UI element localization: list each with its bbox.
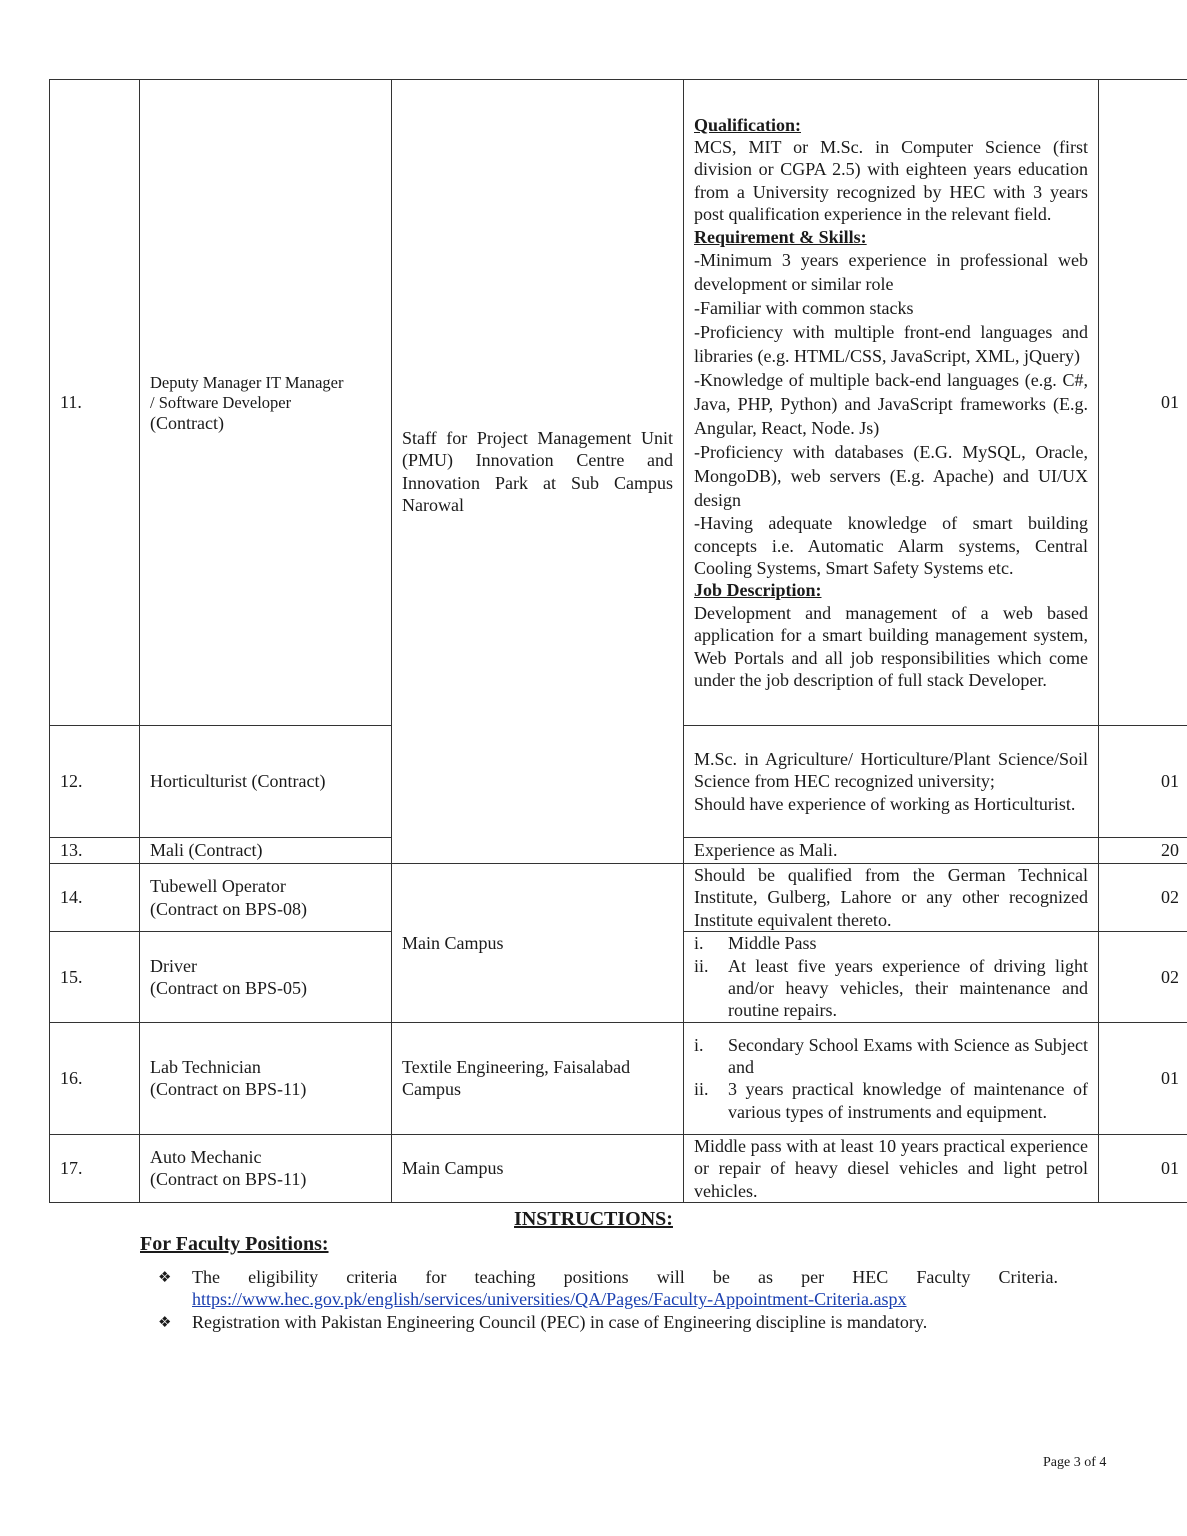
instructions-heading: INSTRUCTIONS: xyxy=(514,1208,673,1230)
list-item: ❖ Registration with Pakistan Engineering Council (PEC) in case of Engineering discipline is mandatory. xyxy=(158,1311,928,1332)
qualification-cell: Middle pass with at least 10 years practical experience or repair of heavy diesel vehicles and light petrol vehicles. xyxy=(684,1134,1099,1202)
list-item: ii. 3 years practical knowledge of maintenance of various types of instruments and equipment. xyxy=(694,1079,1088,1122)
hec-criteria-link[interactable]: https://www.hec.gov.pk/english/services/universities/QA/Pages/Faculty-Appointment-Criteria.aspx xyxy=(192,1289,907,1310)
requirements-heading: Requirement & Skills: xyxy=(694,226,867,247)
list-item: i. Secondary School Exams with Science as Subject and xyxy=(694,1034,1088,1077)
serial-number: 11. xyxy=(50,80,140,726)
post-title: Tubewell Operator (Contract on BPS-08) xyxy=(140,864,392,932)
table-row xyxy=(50,1022,1187,1134)
serial-number: 17. xyxy=(50,1134,140,1202)
number-of-posts: 02 xyxy=(1099,932,1187,1023)
list-item: ❖ The eligibility criteria for teaching positions will be as per HEC Faculty Criteria. https://www.hec.gov.pk/english/services/universities/QA/Pages/Faculty-Appointment-Criteria.aspx xyxy=(158,1267,1058,1310)
post-title: Mali (Contract) xyxy=(140,838,392,864)
serial-number: 15. xyxy=(50,932,140,1023)
table-row xyxy=(50,80,1187,726)
qualification-cell: Should be qualified from the German Technical Institute, Gulberg, Lahore or any other recognized Institute equivalent thereto. xyxy=(684,864,1099,932)
instructions-list xyxy=(158,1266,1058,1333)
qualification-cell: Experience as Mali. xyxy=(684,838,1099,864)
serial-number: 14. xyxy=(50,864,140,932)
serial-number: 16. xyxy=(50,1022,140,1134)
list-item: i. Middle Pass xyxy=(694,933,817,954)
number-of-posts: 01 xyxy=(1099,1134,1187,1202)
qualification-cell: M.Sc. in Agriculture/ Horticulture/Plant Science/Soil Science from HEC recognized university; Should have experience of working as Horticulturist. xyxy=(684,726,1099,838)
jobs-table xyxy=(49,79,1187,1203)
department-cell: Textile Engineering, Faisalabad Campus xyxy=(392,1022,684,1134)
skill-item: -Familiar with common stacks xyxy=(694,298,914,319)
number-of-posts: 02 xyxy=(1099,864,1187,932)
table-row xyxy=(50,1134,1187,1202)
table-row xyxy=(50,864,1187,932)
qualification-cell xyxy=(684,80,1099,726)
job-description-text: Development and management of a web based application for a smart building management system, Web Portals and all job responsibilities which come under the job description of full stack Developer. xyxy=(694,602,1088,690)
faculty-positions-heading: For Faculty Positions: xyxy=(140,1233,329,1255)
skill-item: -Proficiency with multiple front-end languages and libraries (e.g. HTML/CSS, JavaScript, XML, jQuery) xyxy=(694,322,1088,367)
skill-item: -Having adequate knowledge of smart building concepts i.e. Automatic Alarm systems, Central Cooling Systems, Smart Safety Systems etc. xyxy=(694,513,1088,578)
four-diamond-bullet-icon: ❖ xyxy=(158,1268,172,1286)
four-diamond-bullet-icon: ❖ xyxy=(158,1312,172,1331)
qualification-cell xyxy=(684,1022,1099,1134)
department-cell: Staff for Project Management Unit (PMU) Innovation Centre and Innovation Park at Sub Campus Narowal xyxy=(392,80,684,864)
post-title: Horticulturist (Contract) xyxy=(140,726,392,838)
post-title: Deputy Manager IT Manager / Software Developer (Contract) xyxy=(140,80,392,726)
qualification-text: MCS, MIT or M.Sc. in Computer Science (first division or CGPA 2.5) with eighteen years education from a University recognized by HEC with 3 years post qualification experience in the relevant field. xyxy=(694,137,1088,225)
number-of-posts: 01 xyxy=(1099,726,1187,838)
department-cell: Main Campus xyxy=(392,1134,684,1202)
number-of-posts: 01 xyxy=(1099,80,1187,726)
serial-number: 13. xyxy=(50,838,140,864)
post-title: Auto Mechanic (Contract on BPS-11) xyxy=(140,1134,392,1202)
qualification-cell xyxy=(684,932,1099,1023)
qualification-heading: Qualification: xyxy=(694,114,801,135)
job-description-heading: Job Description: xyxy=(694,580,822,601)
number-of-posts: 20 xyxy=(1099,838,1187,864)
page-number: Page 3 of 4 xyxy=(1043,1455,1107,1470)
number-of-posts: 01 xyxy=(1099,1022,1187,1134)
department-cell: Main Campus xyxy=(392,864,684,1023)
skill-item: -Knowledge of multiple back-end languages (e.g. C#, Java, PHP, Python) and JavaScript frameworks (E.g. Angular, React, Node. Js) xyxy=(694,370,1088,439)
skill-item: -Proficiency with databases (E.G. MySQL, Oracle, MongoDB), web servers (E.g. Apache) and UI/UX design xyxy=(694,442,1088,511)
post-title: Driver (Contract on BPS-05) xyxy=(140,932,392,1023)
post-title: Lab Technician (Contract on BPS-11) xyxy=(140,1022,392,1134)
list-item: ii. At least five years experience of driving light and/or heavy vehicles, their maintenance and routine repairs. xyxy=(694,955,1088,1021)
skill-item: -Minimum 3 years experience in professional web development or similar role xyxy=(694,250,1088,295)
serial-number: 12. xyxy=(50,726,140,838)
